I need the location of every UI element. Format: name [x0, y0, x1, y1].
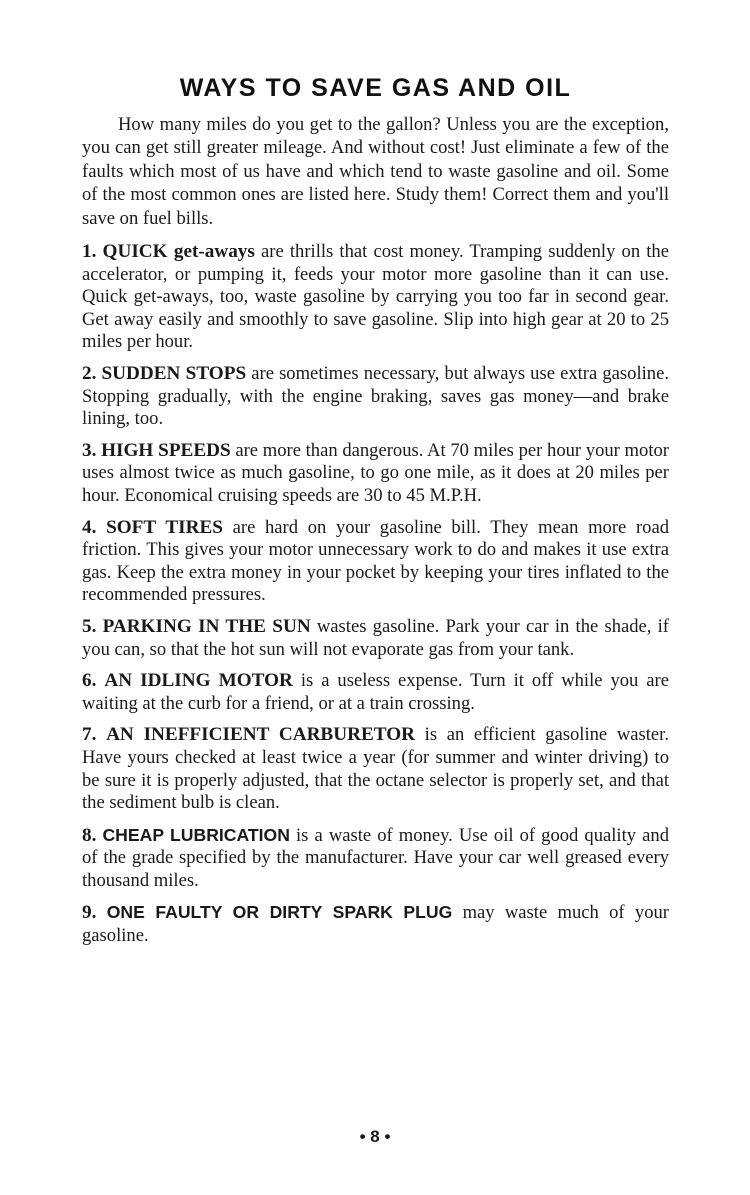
tip-heading: ONE FAULTY OR DIRTY SPARK PLUG	[106, 902, 453, 923]
tip-item-4	[82, 517, 669, 607]
tip-number: 1.	[82, 241, 97, 263]
tip-number: 8.	[82, 824, 97, 846]
tip-item-3	[82, 440, 669, 508]
tip-number: 6.	[82, 670, 97, 692]
tip-item-8	[82, 824, 669, 893]
tip-number: 4.	[82, 516, 97, 538]
tip-text: are sometimes necessary, but always use extra gasoline. Stopping gradually, with the engine braking, saves gas money—and brake lining, too.	[82, 363, 669, 430]
tip-text: are hard on your gasoline bill. They mean more road friction. This gives your motor unnecessary work to do and makes it use extra gas. Keep the extra money in your pocket by keeping your tires inflated to the recommended pressures.	[82, 516, 669, 606]
tip-item-6	[82, 670, 669, 715]
tip-heading: PARKING IN THE SUN	[102, 615, 311, 637]
page-title: WAYS TO SAVE GAS AND OIL	[179, 74, 572, 102]
tip-heading: HIGH SPEEDS	[101, 439, 231, 461]
tip-text: is a waste of money. Use oil of good quality and of the grade specified by the manufacturer. Have your car well greased every thousand miles.	[82, 824, 669, 891]
tip-text: are thrills that cost money. Tramping suddenly on the accelerator, or pumping it, feeds your motor more gasoline than it can use. Quick get-aways, too, waste gasoline by carrying you too far in second gear. Get away easily and smoothly to save gasoline. Slip into high gear at 20 to 25 miles per hour.	[82, 241, 669, 353]
document-page	[82, 74, 669, 957]
tip-text: is an efficient gasoline waster. Have yours checked at least twice a year (for summer and winter driving) to be sure it is properly adjusted, that the octane selector is properly set, and that the sediment bulb is clean.	[82, 724, 669, 814]
tip-text: is a useless expense. Turn it off while you are waiting at the curb for a friend, or at a train crossing.	[82, 670, 669, 714]
tip-item-7	[82, 724, 669, 814]
tip-item-5	[82, 616, 669, 661]
tip-heading: AN IDLING MOTOR	[104, 670, 293, 692]
tip-number: 2.	[82, 363, 97, 384]
tip-number: 5.	[82, 615, 97, 637]
tip-number: 9.	[82, 902, 97, 924]
tip-text: may waste much of your gasoline.	[82, 902, 669, 947]
tip-heading: SUDDEN STOPS	[101, 363, 247, 384]
tip-number: 3.	[82, 439, 97, 461]
tip-heading: QUICK get-aways	[102, 241, 255, 263]
tip-item-2	[82, 363, 669, 431]
tip-heading: SOFT TIRES	[106, 516, 223, 538]
intro-paragraph: How many miles do you get to the gallon? Unless you are the exception, you can get still greater mileage. And without cost! Just eliminate a few of the faults which most of us have and which tend to waste gasoline and oil. Some of the most common ones are listed here. Study them! Correct them and you'll save on fuel bills.	[82, 114, 669, 229]
tip-heading: AN INEFFICIENT CARBURETOR	[106, 724, 415, 746]
tip-heading: CHEAP LUBRICATION	[102, 824, 290, 845]
tip-item-1	[82, 241, 669, 354]
page-number: • 8 •	[359, 1127, 391, 1146]
tip-text: are more than dangerous. At 70 miles per hour your motor uses almost twice as much gasoline, to go one mile, as it does at 20 miles per hour. Economical cruising speeds are 30 to 45 M.P.H.	[82, 439, 669, 506]
tip-text: wastes gasoline. Park your car in the shade, if you can, so that the hot sun will not evaporate gas from your tank.	[82, 615, 669, 660]
tip-number: 7.	[82, 724, 97, 746]
tip-item-9	[82, 901, 669, 947]
